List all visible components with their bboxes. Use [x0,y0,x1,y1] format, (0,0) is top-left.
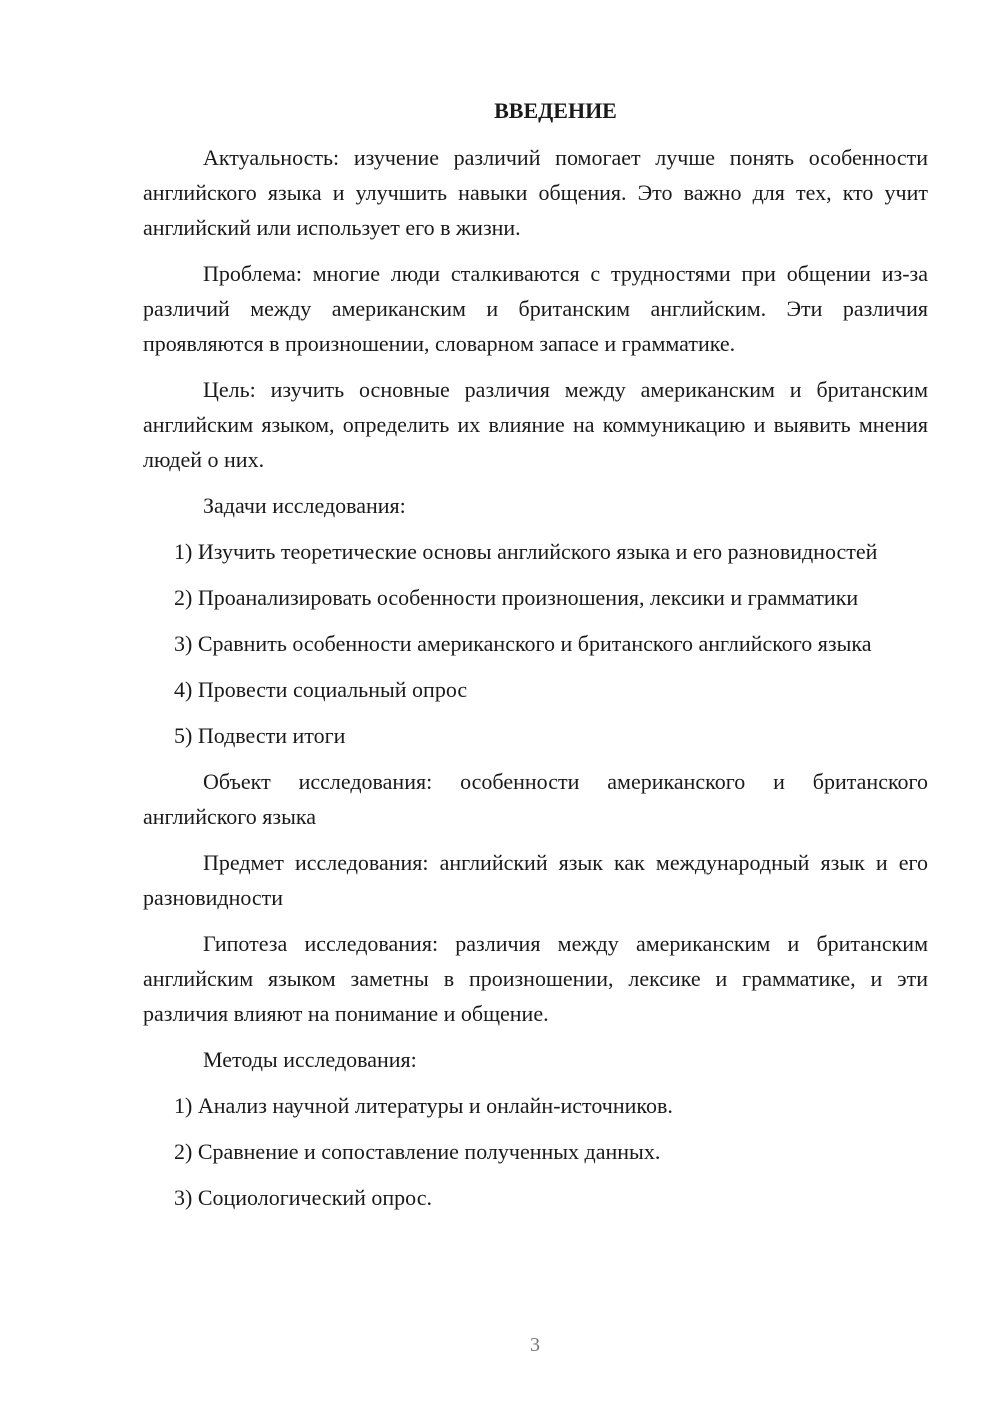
paragraph-goal: Цель: изучить основные различия между американским и британским английским языком, определить их влияние на коммуникацию и выявить мнения людей о них. [143,377,928,472]
paragraph-subject: Предмет исследования: английский язык как международный язык и его разновидности [143,850,928,910]
section-title: ВВЕДЕНИЕ [494,98,617,123]
method-item: 3) Социологический опрос. [174,1185,432,1210]
task-item: 3) Сравнить особенности американского и британского английского языка [174,631,872,656]
paragraph-problem: Проблема: многие люди сталкиваются с трудностями при общении из-за различий между американским и британским английским. Эти различия проявляются в произношении, словарном запасе и грамматике. [143,261,928,356]
document-page [143,96,928,1226]
task-item: 1) Изучить теоретические основы английского языка и его разновидностей [174,539,878,564]
task-item: 4) Провести социальный опрос [174,677,468,702]
paragraph-relevance: Актуальность: изучение различий помогает лучше понять особенности английского языка и улучшить навыки общения. Это важно для тех, кто учит английский или использует его в жизни. [143,145,928,240]
task-item: 5) Подвести итоги [174,723,346,748]
tasks-heading: Задачи исследования: [203,493,406,518]
method-item: 2) Сравнение и сопоставление полученных данных. [174,1139,661,1164]
method-item: 1) Анализ научной литературы и онлайн-источников. [174,1093,673,1118]
page-number: 3 [530,1334,540,1356]
task-item: 2) Проанализировать особенности произношения, лексики и грамматики [174,585,859,610]
paragraph-hypothesis: Гипотеза исследования: различия между американским и британским английским языком заметны в произношении, лексике и грамматике, и эти различия влияют на понимание и общение. [143,931,928,1026]
paragraph-object: Объект исследования: особенности американского и британского английского языка [143,769,928,829]
methods-heading: Методы исследования: [203,1047,417,1072]
